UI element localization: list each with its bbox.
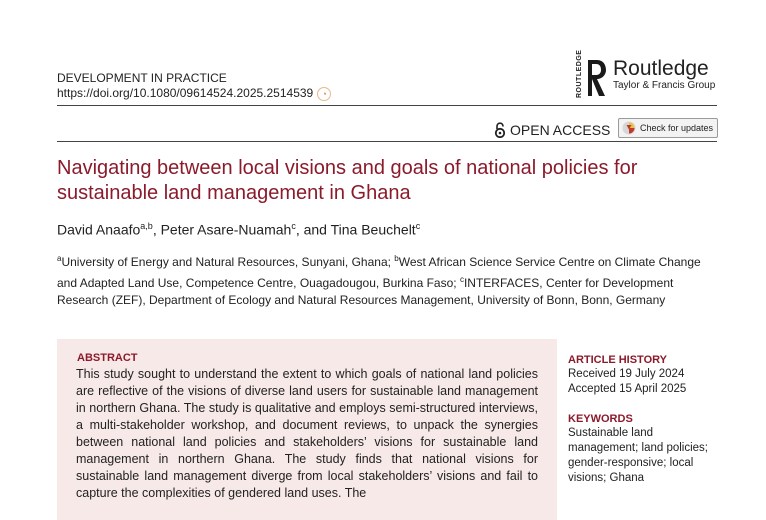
author-separator: , and [295,221,331,238]
doi-link[interactable]: https://doi.org/10.1080/09614524.2025.2514539 [57,86,314,100]
author-affiliation-marker: c [415,221,421,231]
journal-header [57,71,331,101]
routledge-r-icon [585,58,607,98]
check-for-updates-button[interactable] [618,118,718,138]
keywords-line: visions; Ghana [568,472,645,484]
affiliation-text: University of Energy and Natural Resources, Sunyani, Ghana; [61,255,395,269]
open-access-text: OPEN ACCESS [510,122,611,138]
author-affiliation-marker: a,b [140,221,153,231]
keywords-line: Sustainable land [568,427,654,439]
doi-crossmark-icon[interactable]: ◔ [317,87,331,101]
abstract-text: This study sought to understand the extent to which goals of national land policies are reflective of the visions of diverse land users for sustainable land management in northern Ghana. The study is qualitative and employs semi-structured interviews, a multi-stakeholder workshop, and document reviews, to unpack the synergies between national land policies and stakeholders’ visions for sustainable land management in northern Ghana. The study finds that national visions for sustainable land management diverge from local stakeholders’ visions and fail to capture the complexities of gendered land uses. The [76,367,538,500]
author-list [57,221,420,238]
keywords-line: management; land policies; [568,442,708,454]
author-separator: , [152,221,161,238]
publisher-subtitle: Taylor & Francis Group [613,80,716,91]
article-history [568,353,728,397]
keywords-heading: KEYWORDS [568,413,633,425]
author-name[interactable]: David Anaafo [57,221,141,238]
affiliation-marker: c [459,275,464,284]
affiliation-marker: b [394,254,399,263]
crossmark-icon [622,121,636,135]
affiliation-text: INTERFACES, Center for Development Research (ZEF), Department of Ecology and Natural Resources Management, University of Bonn, Bonn, Germany [57,276,674,307]
author-affiliation-marker: c [291,221,296,231]
abstract-box [57,339,557,520]
author-name[interactable]: Peter Asare-Nuamah [160,221,292,238]
affiliation-text: West African Science Service Centre on Climate Change and Adapted Land Use, Competence Centre, Ouagadougou, Burkina Faso; [57,255,701,290]
received-date: Received 19 July 2024 [568,368,685,380]
affiliation-marker: a [57,254,62,263]
publisher-vertical-text: ROUTLEDGE [576,49,583,98]
accepted-date: Accepted 15 April 2025 [568,383,687,395]
article-history-heading: ARTICLE HISTORY [568,354,668,366]
check-for-updates-label: Check for updates [640,123,714,133]
journal-name: DEVELOPMENT IN PRACTICE [57,71,227,85]
keywords [568,412,728,486]
abstract-heading: ABSTRACT [77,352,138,364]
author-name[interactable]: Tina Beuchelt [330,221,416,238]
open-lock-icon [494,122,506,138]
affiliations [57,250,717,309]
title-divider [57,141,717,142]
open-access-label [494,122,610,138]
keywords-line: gender-responsive; local [568,457,694,469]
publisher-name: Routledge [613,57,709,80]
header-divider [57,105,717,106]
article-title: Navigating between local visions and goals of national policies for sustainable land management in Ghana [57,157,638,204]
publisher-logo [576,49,716,98]
